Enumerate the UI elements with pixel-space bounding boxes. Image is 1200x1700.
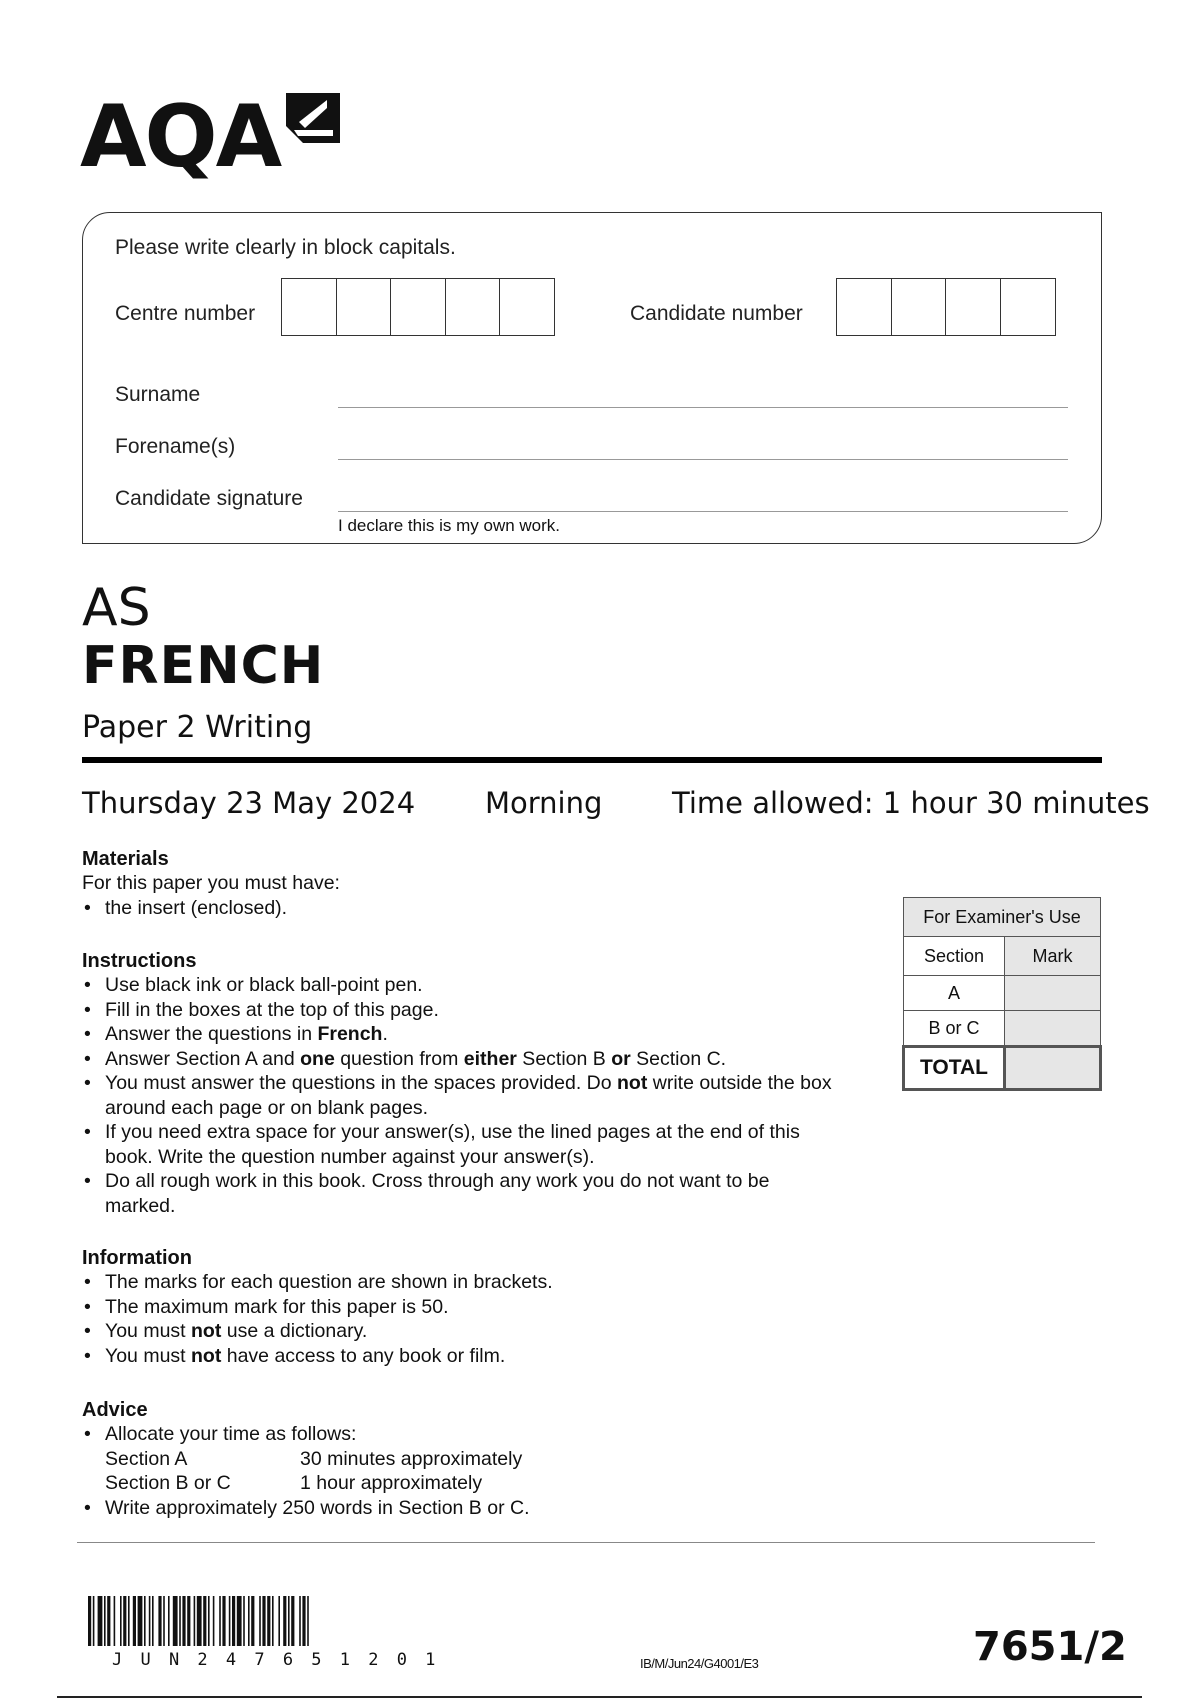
forename-field[interactable]	[338, 459, 1068, 460]
aqa-logo	[80, 88, 350, 188]
barcode-text: J U N 2 4 7 6 5 1 2 0 1	[112, 1650, 440, 1670]
centre-digit-box[interactable]	[445, 278, 501, 336]
time-allowed: Time allowed: 1 hour 30 minutes	[672, 786, 1150, 820]
subject-title: FRENCH	[82, 636, 325, 696]
instruction-item: • Fill in the boxes at the top of this page.	[82, 998, 842, 1023]
instruction-item: • You must answer the questions in the spaces provided. Do not write outside the box around each page or on blank pages.	[82, 1071, 842, 1120]
materials-heading: Materials	[82, 848, 169, 870]
instruction-item: • Do all rough work in this book. Cross through any work you do not want to be marked.	[82, 1169, 842, 1218]
logo-text: AQA	[80, 87, 281, 187]
title-rule	[82, 757, 1102, 763]
surname-label: Surname	[115, 383, 201, 406]
section-cell: A	[904, 976, 1005, 1011]
candidate-number-boxes	[836, 278, 1054, 336]
qualification-level: AS	[82, 578, 151, 638]
forename-label: Forename(s)	[115, 435, 236, 458]
materials-section	[82, 848, 842, 920]
signature-label: Candidate signature	[115, 487, 303, 510]
centre-digit-box[interactable]	[336, 278, 392, 336]
exam-session: Morning	[485, 786, 603, 820]
examiner-table-header: For Examiner's Use	[904, 898, 1101, 937]
advice-time-row: Section A 30 minutes approximately	[105, 1447, 523, 1470]
mark-cell	[1005, 976, 1101, 1011]
information-item: • The marks for each question are shown in brackets.	[82, 1270, 842, 1295]
mark-column-header: Mark	[1005, 937, 1101, 976]
footer-rule	[77, 1542, 1095, 1543]
advice-item: • Allocate your time as follows: Section A 30 minutes approximately Section B or C 1 hour approximately	[82, 1422, 842, 1496]
materials-item: • the insert (enclosed).	[82, 896, 842, 921]
instruction-item: • Answer the questions in French.	[82, 1022, 842, 1047]
signature-field[interactable]	[338, 511, 1068, 512]
document-reference: IB/M/Jun24/G4001/E3	[640, 1656, 759, 1671]
information-item: • You must not have access to any book or film.	[82, 1344, 842, 1369]
section-column-header: Section	[904, 937, 1005, 976]
declaration-text: I declare this is my own work.	[338, 516, 561, 535]
candidate-digit-box[interactable]	[836, 278, 892, 336]
advice-section	[82, 1399, 842, 1520]
centre-number-label: Centre number	[115, 302, 256, 325]
paper-title: Paper 2 Writing	[82, 710, 313, 745]
centre-number-boxes	[281, 278, 554, 336]
centre-digit-box[interactable]	[499, 278, 555, 336]
information-item: • You must not use a dictionary.	[82, 1319, 842, 1344]
instructions-heading: Instructions	[82, 950, 197, 972]
candidate-digit-box[interactable]	[1000, 278, 1056, 336]
instruction-item: • Use black ink or black ball-point pen.	[82, 973, 842, 998]
advice-heading: Advice	[82, 1399, 148, 1421]
instructions-section	[82, 950, 842, 1218]
examiners-use-table	[902, 897, 1102, 1091]
candidate-number-label: Candidate number	[630, 302, 803, 325]
exam-date: Thursday 23 May 2024	[82, 786, 416, 820]
centre-digit-box[interactable]	[390, 278, 446, 336]
page-bottom-rule	[57, 1696, 1142, 1698]
materials-intro: For this paper you must have:	[82, 872, 340, 894]
advice-item: • Write approximately 250 words in Section B or C.	[82, 1496, 842, 1521]
candidate-digit-box[interactable]	[945, 278, 1001, 336]
surname-field[interactable]	[338, 407, 1068, 408]
information-item: • The maximum mark for this paper is 50.	[82, 1295, 842, 1320]
block-capitals-instruction: Please write clearly in block capitals.	[115, 236, 456, 259]
total-label: TOTAL	[904, 1047, 1005, 1090]
information-section	[82, 1247, 842, 1368]
centre-digit-box[interactable]	[281, 278, 337, 336]
logo-mark-icon	[283, 88, 343, 148]
advice-time-row: Section B or C 1 hour approximately	[105, 1472, 483, 1494]
total-mark-cell	[1005, 1047, 1101, 1090]
section-cell: B or C	[904, 1011, 1005, 1047]
paper-code: 7651/2	[973, 1624, 1127, 1670]
candidate-digit-box[interactable]	[891, 278, 947, 336]
barcode-icon	[88, 1596, 473, 1650]
mark-cell	[1005, 1011, 1101, 1047]
information-heading: Information	[82, 1247, 192, 1269]
instruction-item: • If you need extra space for your answer(s), use the lined pages at the end of this book. Write the question number against your answer(s).	[82, 1120, 842, 1169]
instruction-item: • Answer Section A and one question from either Section B or Section C.	[82, 1047, 842, 1072]
